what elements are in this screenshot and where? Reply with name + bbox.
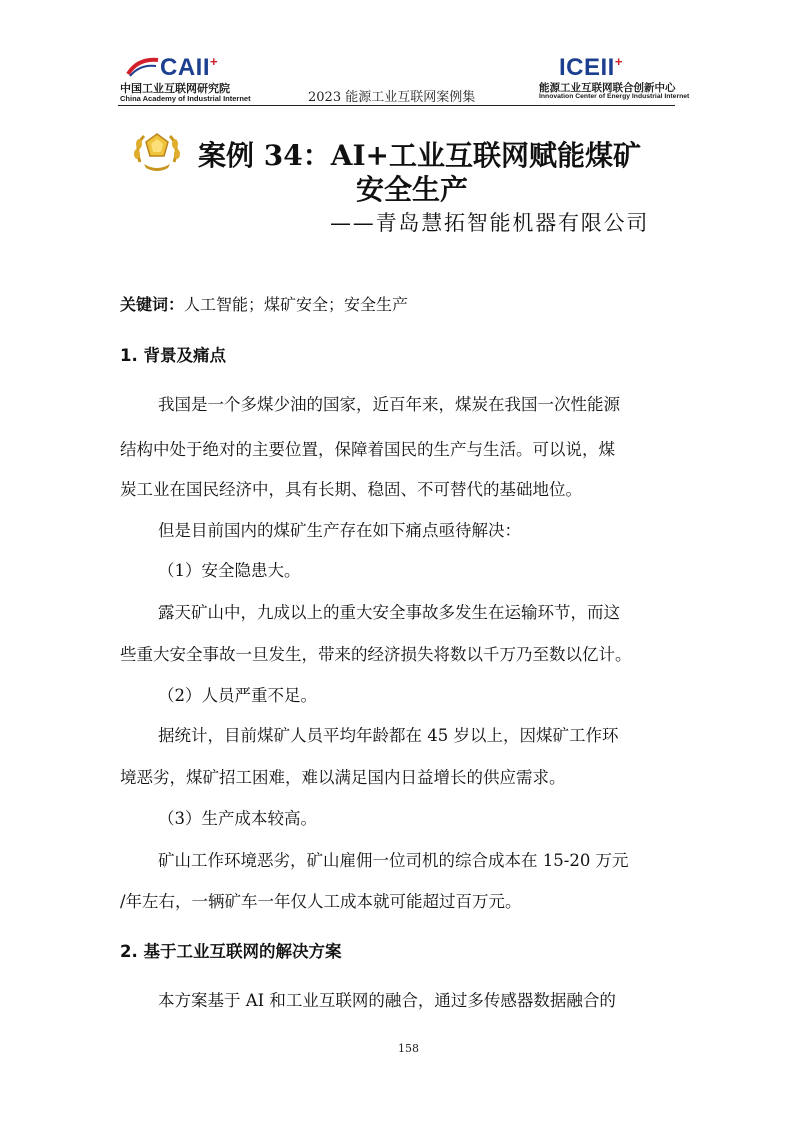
case-title-line1: 案例 34：AI+工业互联网赋能煤矿	[198, 139, 641, 172]
case-title-line2: 安全生产	[356, 173, 469, 206]
iceii-logo-mark: ICEII+	[559, 54, 623, 81]
caii-name-cn: 中国工业互联网研究院	[120, 82, 230, 95]
pain-point-3: （3）生产成本较高。	[158, 809, 317, 828]
section-heading-background: 1. 背景及痛点	[120, 346, 226, 365]
caii-logo-mark: CAII+	[160, 54, 219, 81]
keywords-label: 关键词：	[120, 295, 185, 314]
paragraph-line: 但是目前国内的煤矿生产存在如下痛点亟待解决：	[158, 521, 521, 540]
paragraph-line: /年左右，一辆矿车一年仅人工成本就可能超过百万元。	[120, 892, 522, 911]
iceii-name-en: Innovation Center of Energy Industrial Internet	[539, 93, 690, 100]
header-title: 2023 能源工业互联网案例集	[308, 90, 476, 105]
paragraph-line: 本方案基于 AI 和工业互联网的融合，通过多传感器数据融合的	[158, 991, 616, 1010]
gold-medal-icon	[130, 130, 184, 172]
page-header	[118, 52, 690, 106]
caii-emblem-icon	[126, 56, 160, 78]
keywords-value: 人工智能；煤矿安全；安全生产	[184, 295, 409, 314]
iceii-logo	[525, 52, 690, 106]
section-heading-solution: 2. 基于工业互联网的解决方案	[120, 942, 342, 961]
page-number: 158	[398, 1042, 419, 1055]
case-company: ——青岛慧拓智能机器有限公司	[330, 211, 650, 235]
paragraph-line: 结构中处于绝对的主要位置，保障着国民的生产与生活。可以说，煤	[120, 440, 615, 459]
paragraph-line: 矿山工作环境恶劣，矿山雇佣一位司机的综合成本在 15-20 万元	[158, 851, 629, 870]
paragraph-line: 我国是一个多煤少油的国家，近百年来，煤炭在我国一次性能源	[158, 395, 620, 414]
paragraph-line: 露天矿山中，九成以上的重大安全事故多发生在运输环节，而这	[158, 603, 620, 622]
paragraph-line: 炭工业在国民经济中，具有长期、稳固、不可替代的基础地位。	[120, 480, 582, 499]
pain-point-1: （1）安全隐患大。	[158, 561, 301, 580]
paragraph-line: 些重大安全事故一旦发生，带来的经济损失将数以千万乃至数以亿计。	[120, 645, 632, 664]
header-divider	[118, 105, 675, 106]
paragraph-line: 据统计，目前煤矿人员平均年龄都在 45 岁以上，因煤矿工作环	[158, 726, 619, 745]
iceii-name-cn: 能源工业互联网联合创新中心	[539, 82, 676, 94]
caii-name-en: China Academy of Industrial Internet	[120, 94, 251, 103]
pain-point-2: （2）人员严重不足。	[158, 686, 317, 705]
paragraph-line: 境恶劣，煤矿招工困难，难以满足国内日益增长的供应需求。	[120, 768, 566, 787]
keywords	[120, 292, 408, 315]
